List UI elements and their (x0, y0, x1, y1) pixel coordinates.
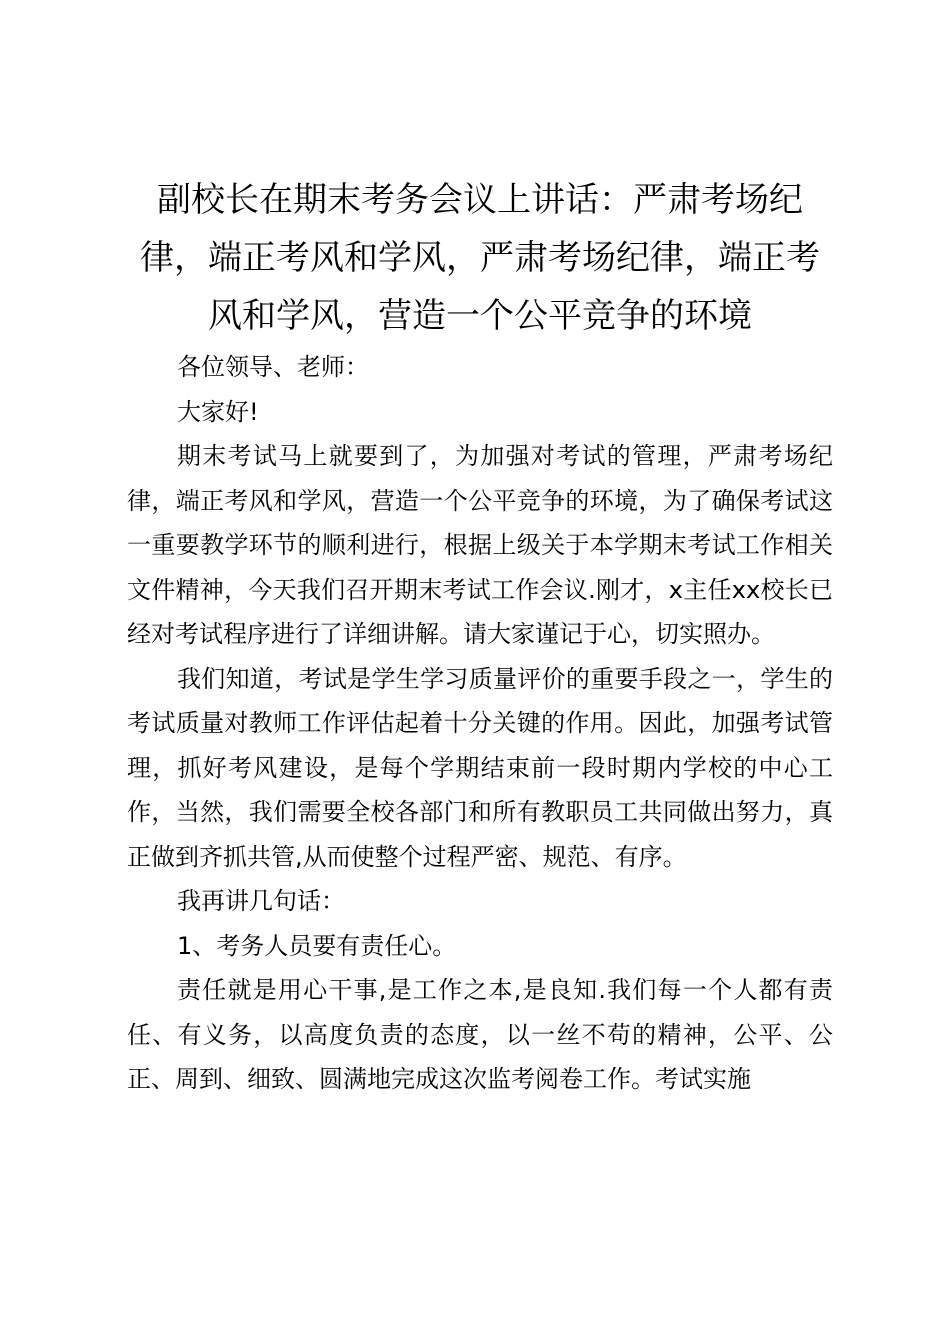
salutation-paragraph: 各位领导、老师： (177, 353, 369, 381)
section-heading: 1、考务人员要有责任心。 (177, 931, 457, 960)
body-paragraph: 我再讲几句话： (177, 887, 345, 915)
document-title: 副校长在期末考务会议上讲话：严肃考场纪律，端正考风和学风，严肃考场纪律，端正考风和学风，营造一个公平竞争的环境 (140, 180, 820, 336)
greeting-paragraph: 大家好! (177, 397, 259, 426)
body-paragraph: 期末考试马上就要到了，为加强对考试的管理，严肃考场纪律，端正考风和学风，营造一个公平竞争的环境，为了确保考试这一重要教学环节的顺利进行，根据上级关于本学期末考试工作相关文件精神，今天我们召开期末考试工作会议.刚才，x主任xx校长已经对考试程序进行了详细讲解。请大家谨记于心，切实照办。 (127, 442, 833, 648)
body-paragraph: 责任就是用心干事,是工作之本,是良知.我们每一个人都有责任、有义务，以高度负责的态度，以一丝不苟的精神，公平、公正、周到、细致、圆满地完成这次监考阅卷工作。考试实施 (127, 976, 833, 1093)
body-paragraph: 我们知道，考试是学生学习质量评价的重要手段之一，学生的考试质量对教师工作评估起着十分关键的作用。因此，加强考试管理，抓好考风建设，是每个学期结束前一段时期内学校的中心工作，当然，我们需要全校各部门和所有教职员工共同做出努力，真正做到齐抓共管,从而使整个过程严密、规范、有序。 (127, 664, 833, 871)
document-body (127, 171, 833, 1102)
